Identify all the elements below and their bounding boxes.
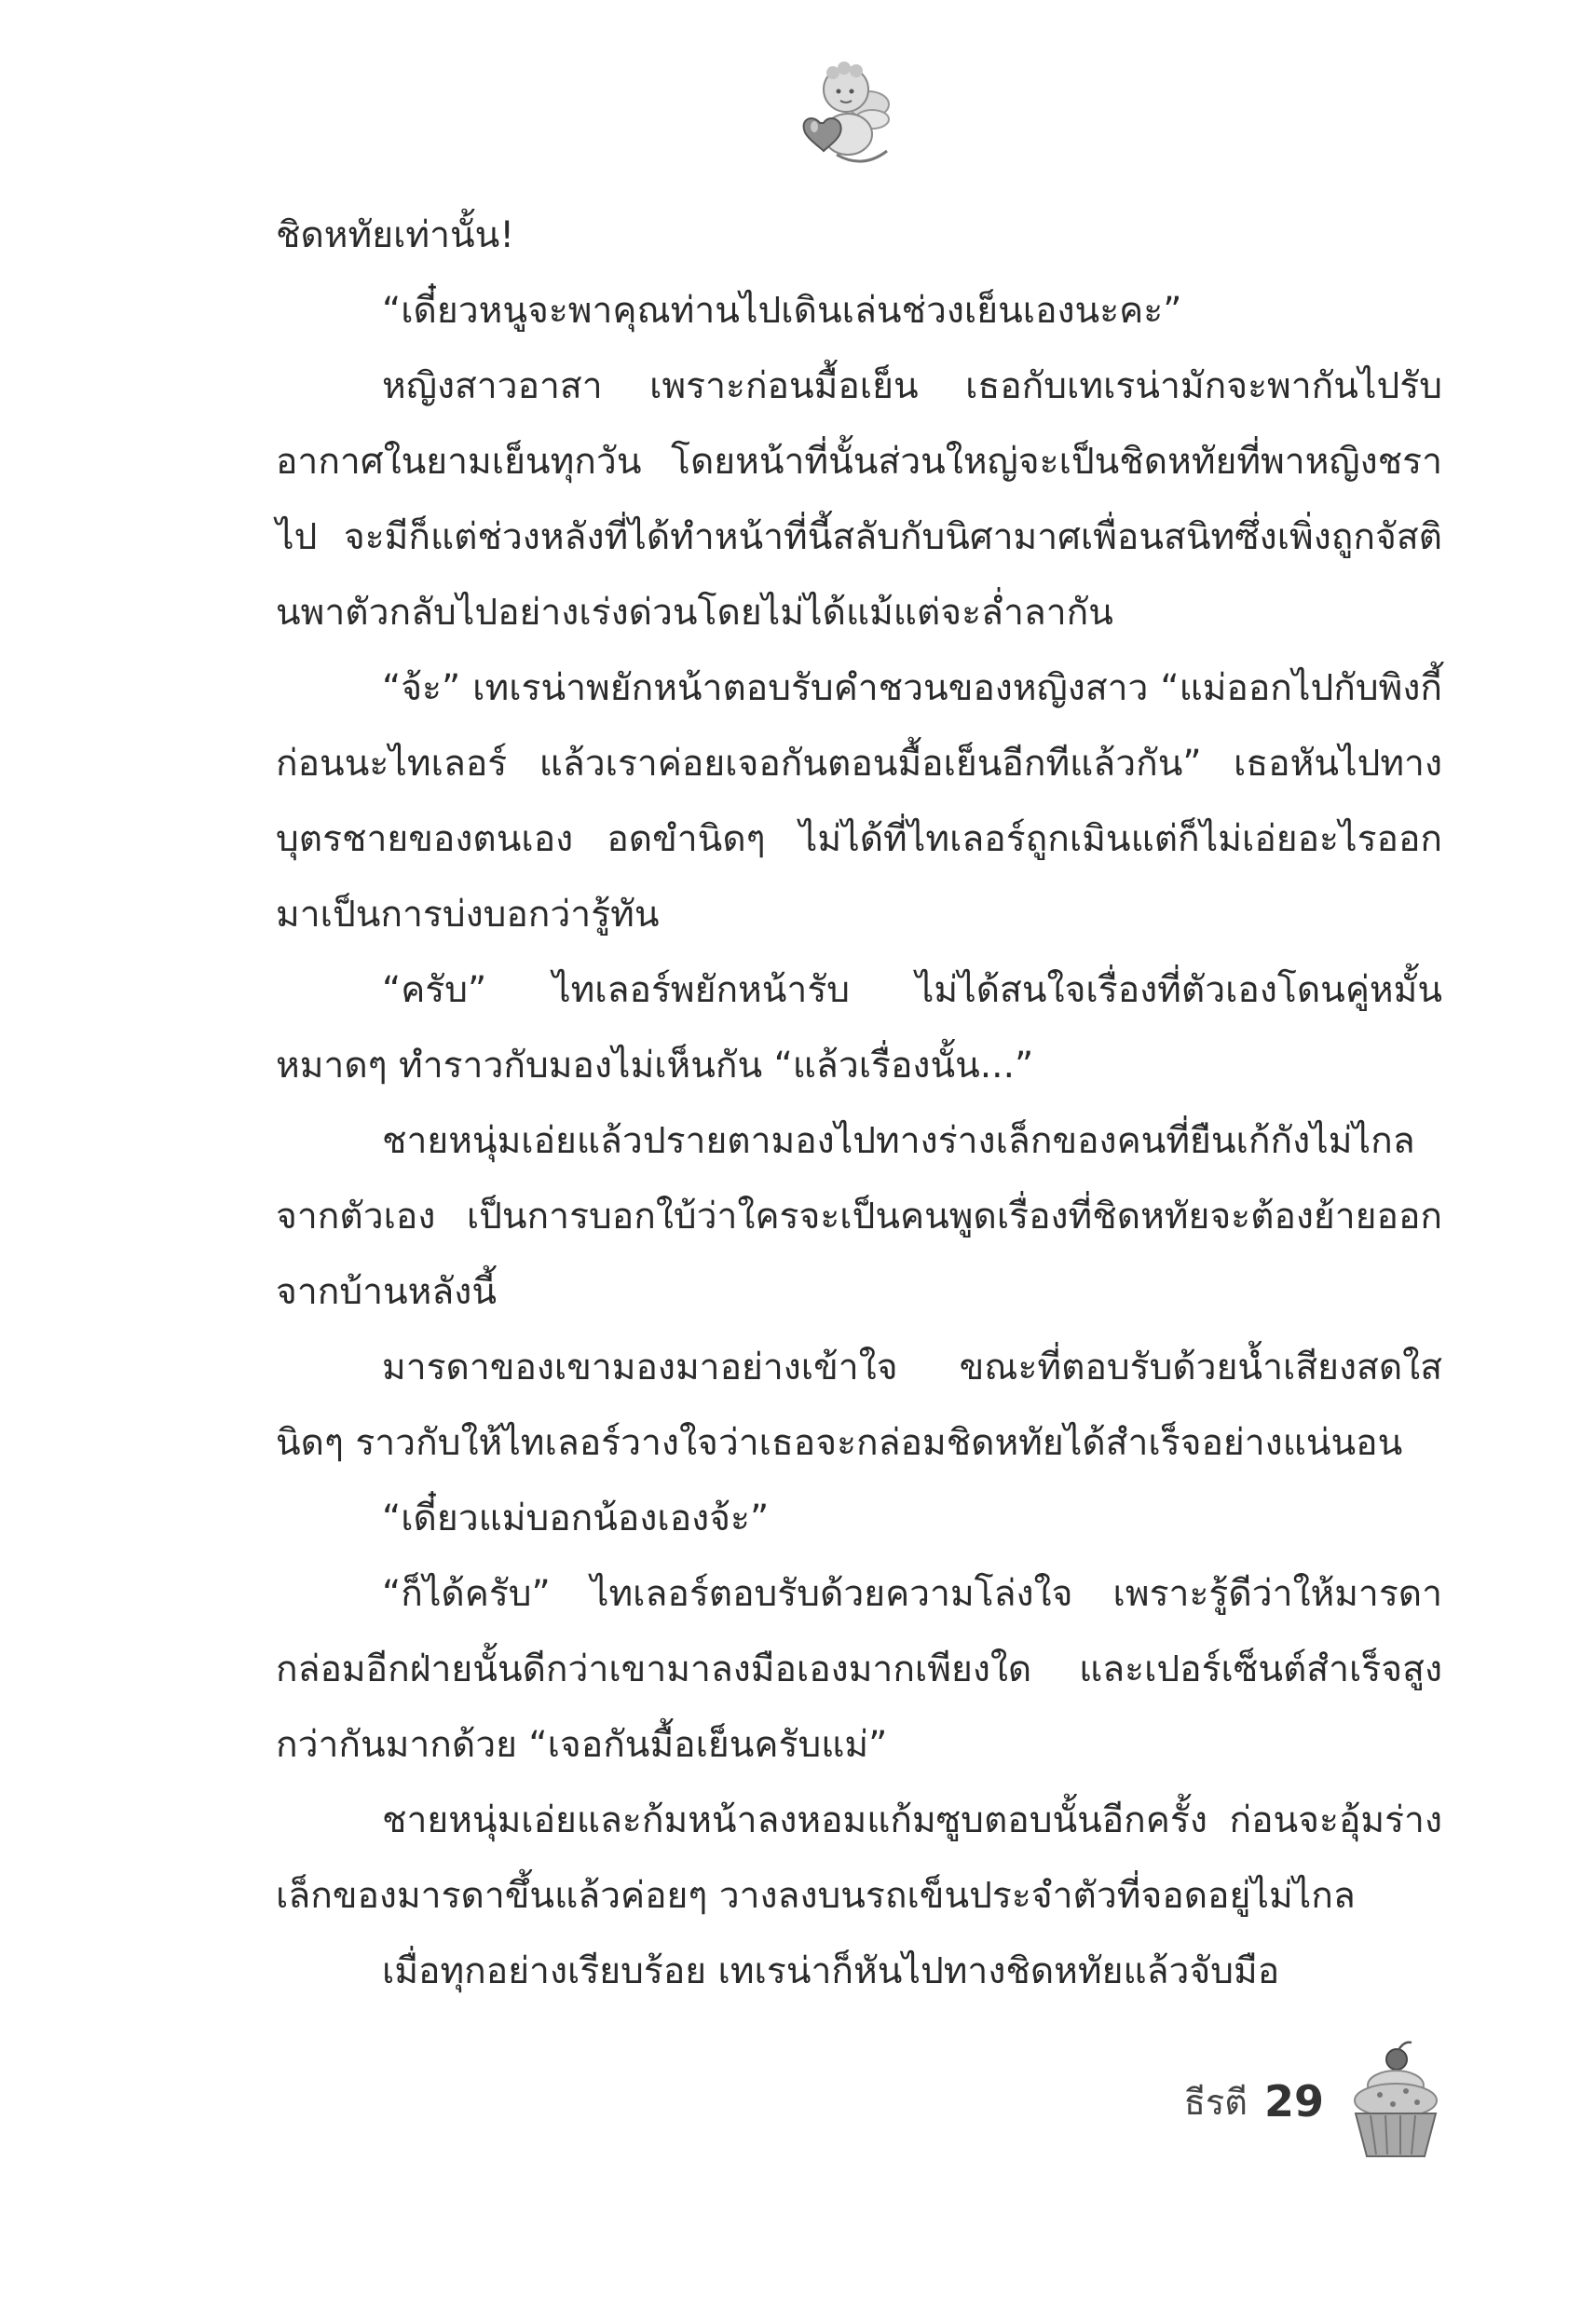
page-number: 29 [1263, 2076, 1324, 2126]
paragraph-1: ชิดหทัยเท่านั้น! [276, 214, 514, 256]
page-body [276, 198, 1442, 2009]
paragraph-2: “เดี๋ยวหนูจะพาคุณท่านไปเดินเล่นช่วงเย็นเองนะคะ” [382, 290, 1182, 332]
paragraph-6: ชายหนุ่มเอ่ยแล้วปรายตามองไปทางร่างเล็กของคนที่ยืนเก้กังไม่ไกลจากตัวเอง เป็นการบอกใบ้ว่าใครจะเป็นคนพูดเรื่องที่ชิดหทัยจะต้องย้ายออกจากบ้านหลังนี้ [276, 1120, 1442, 1313]
paragraph-4: “จ้ะ” เทเรน่าพยักหน้าตอบรับคำชวนของหญิงสาว “แม่ออกไปกับพิงกี้ก่อนนะไทเลอร์ แล้วเราค่อยเจอกันตอนมื้อเย็นอีกทีแล้วกัน” เธอหันไปทางบุตรชายของตนเอง อดขำนิดๆ ไม่ได้ที่ไทเลอร์ถูกเมินแต่ก็ไม่เอ่ยอะไรออกมาเป็นการบ่งบอกว่ารู้ทัน [276, 667, 1442, 936]
paragraph-3: หญิงสาวอาสา เพราะก่อนมื้อเย็น เธอกับเทเรน่ามักจะพากันไปรับอากาศในยามเย็นทุกวัน โดยหน้าที่นั้นส่วนใหญ่จะเป็นชิดหทัยที่พาหญิงชราไป จะมีก็แต่ช่วงหลังที่ได้ทำหน้าที่นี้สลับกับนิศามาศเพื่อนสนิทซึ่งเพิ่งถูกจัสตินพาตัวกลับไปอย่างเร่งด่วนโดยไม่ได้แม้แต่จะล่ำลากัน [276, 365, 1442, 634]
paragraph-10: ชายหนุ่มเอ่ยและก้มหน้าลงหอมแก้มซูบตอบนั้นอีกครั้ง ก่อนจะอุ้มร่างเล็กของมารดาขึ้นแล้วค่อยๆ วางลงบนรถเข็นประจำตัวที่จอดอยู่ไม่ไกล [276, 1799, 1442, 1917]
author-name: ธีรตี [1183, 2081, 1248, 2123]
paragraph-9: “ก็ได้ครับ” ไทเลอร์ตอบรับด้วยความโล่งใจ เพราะรู้ดีว่าให้มารดากล่อมอีกฝ่ายนั้นดีกว่าเขามาลงมือเองมากเพียงใด และเปอร์เซ็นต์สำเร็จสูงกว่ากันมากด้วย “เจอกันมื้อเย็นครับแม่” [276, 1573, 1442, 1766]
paragraph-7: มารดาของเขามองมาอย่างเข้าใจ ขณะที่ตอบรับด้วยน้ำเสียงสดใสนิดๆ ราวกับให้ไทเลอร์วางใจว่าเธอจะกล่อมชิดหทัยได้สำเร็จอย่างแน่นอน [276, 1347, 1442, 1464]
cupcake-icon [1344, 2041, 1447, 2162]
paragraph-5: “ครับ” ไทเลอร์พยักหน้ารับ ไม่ได้สนใจเรื่องที่ตัวเองโดนคู่หมั้นหมาดๆ ทำราวกับมองไม่เห็นกัน “แล้วเรื่องนั้น...” [276, 969, 1442, 1087]
cupid-with-heart-icon [790, 58, 902, 170]
paragraph-11: เมื่อทุกอย่างเรียบร้อย เทเรน่าก็หันไปทางชิดหทัยแล้วจับมือ [382, 1950, 1280, 1992]
paragraph-8: “เดี๋ยวแม่บอกน้องเองจ้ะ” [382, 1497, 770, 1539]
page-footer [1184, 2041, 1447, 2162]
